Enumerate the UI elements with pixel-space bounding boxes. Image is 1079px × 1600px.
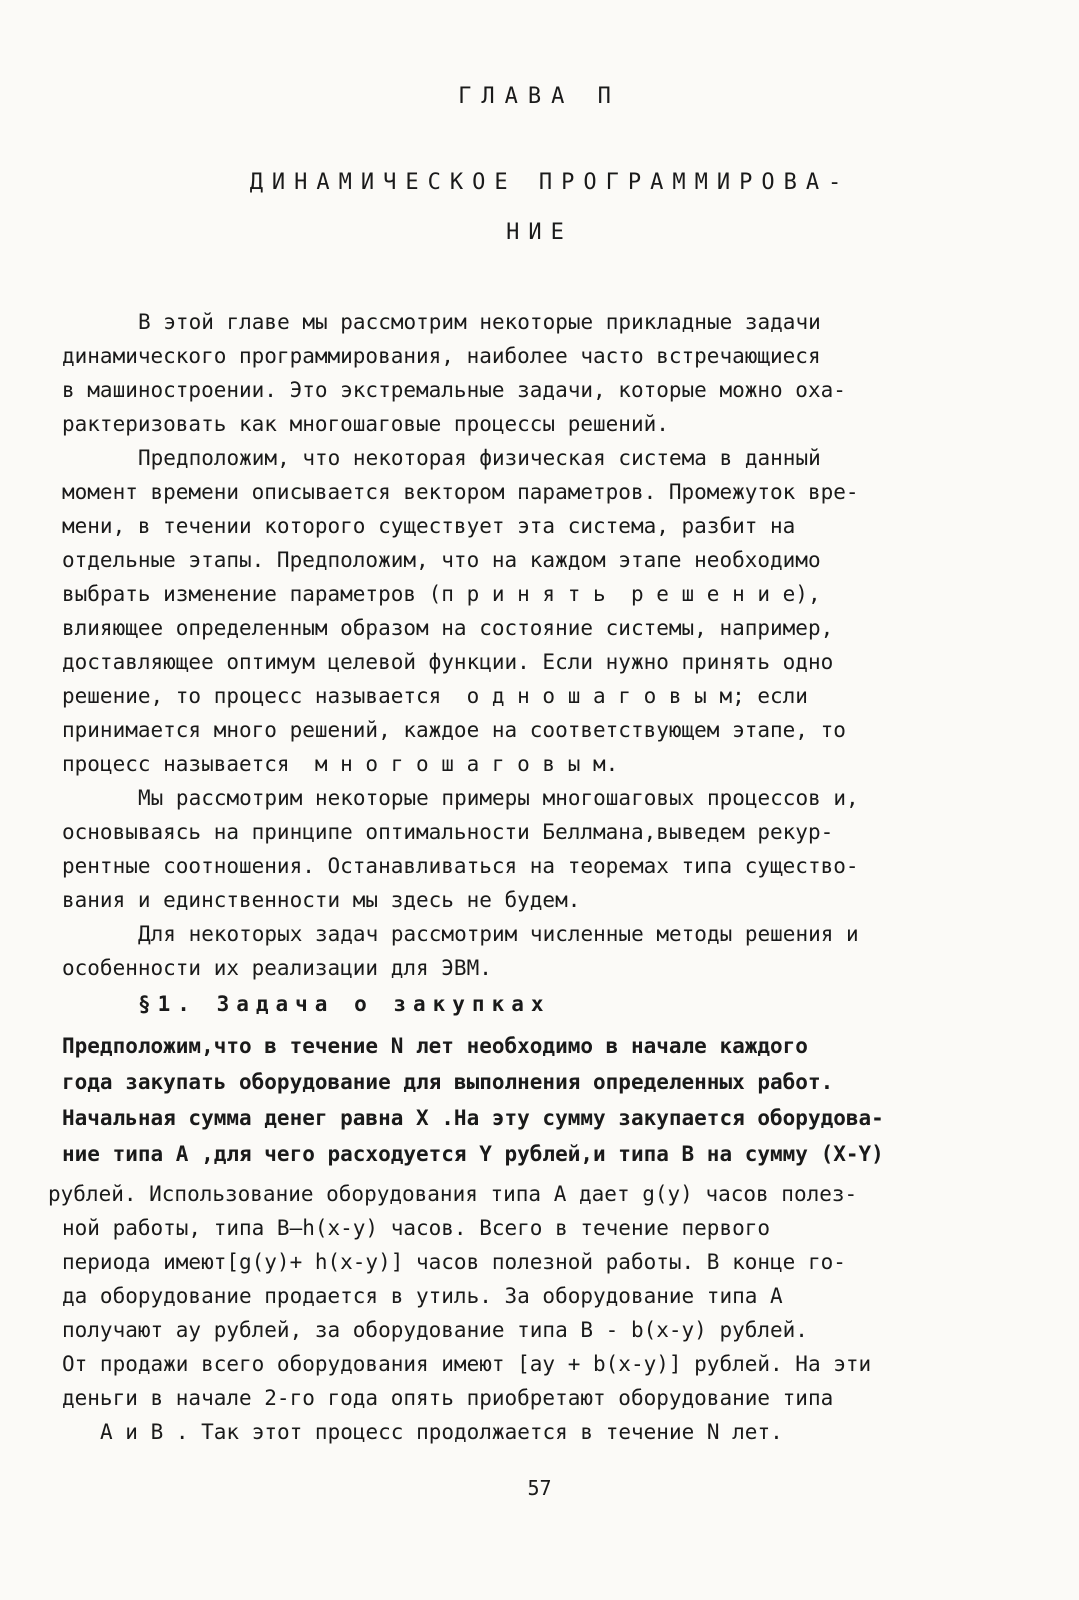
paragraph-line: основываясь на принципе оптимальности Беллмана,выведем рекур- bbox=[62, 820, 834, 844]
paragraph-line: рублей. Использование оборудования типа A дает g(y) часов полез- bbox=[48, 1182, 858, 1206]
paragraph-line: динамического программирования, наиболее часто встречающиеся bbox=[62, 344, 821, 368]
paragraph-line: решение, то процесс называется о д н о ш а г о в ы м; если bbox=[62, 684, 808, 708]
paragraph-line: ной работы, типа B—h(x-y) часов. Всего в течение первого bbox=[62, 1216, 771, 1240]
paragraph-line: В этой главе мы рассмотрим некоторые прикладные задачи bbox=[138, 310, 821, 334]
bold-paragraph-line: Предположим,что в течение N лет необходимо в начале каждого bbox=[62, 1034, 808, 1058]
bold-paragraph-line: года закупать оборудование для выполнения определенных работ. bbox=[62, 1070, 834, 1094]
paragraph-line: доставляющее оптимум целевой функции. Если нужно принять одно bbox=[62, 650, 834, 674]
paragraph-line: момент времени описывается вектором параметров. Промежуток вре- bbox=[62, 480, 859, 504]
paragraph-line: процесс называется м н о г о ш а г о в ы м. bbox=[62, 752, 619, 776]
paragraph-line: рентные соотношения. Останавливаться на теоремах типа существо- bbox=[62, 854, 859, 878]
paragraph-line: Мы рассмотрим некоторые примеры многошаговых процессов и, bbox=[138, 786, 859, 810]
section-heading: §1. Задача о закупках bbox=[138, 992, 551, 1016]
paragraph-line: периода имеют[g(y)+ h(x-y)] часов полезной работы. В конце го- bbox=[62, 1250, 846, 1274]
paragraph-line: выбрать изменение параметров (п р и н я т ь р е ш е н и е), bbox=[62, 582, 821, 606]
paragraph-line: получают ay рублей, за оборудование типа B - b(x-y) рублей. bbox=[62, 1318, 808, 1342]
paragraph-line: A и B . Так этот процесс продолжается в течение N лет. bbox=[100, 1420, 783, 1444]
paragraph-line: вания и единственности мы здесь не будем. bbox=[62, 888, 581, 912]
paragraph-line: в машиностроении. Это экстремальные задачи, которые можно оха- bbox=[62, 378, 846, 402]
paragraph-line: деньги в начале 2-го года опять приобретают оборудование типа bbox=[62, 1386, 834, 1410]
paragraph-line: От продажи всего оборудования имеют [ay + b(x-y)] рублей. На эти bbox=[62, 1352, 872, 1376]
paragraph-line: влияющее определенным образом на состояние системы, например, bbox=[62, 616, 834, 640]
page-number: 57 bbox=[527, 1476, 552, 1500]
paragraph-line: особенности их реализации для ЭВМ. bbox=[62, 956, 492, 980]
chapter-heading: ГЛАВА П bbox=[458, 84, 621, 109]
chapter-title-line-1: ДИНАМИЧЕСКОЕ ПРОГРАММИРОВА- bbox=[249, 170, 851, 195]
paragraph-line: отдельные этапы. Предположим, что на каждом этапе необходимо bbox=[62, 548, 821, 572]
paragraph-line: рактеризовать как многошаговые процессы решений. bbox=[62, 412, 669, 436]
chapter-title-line-2: НИЕ bbox=[506, 220, 573, 245]
paragraph-line: да оборудование продается в утиль. За оборудование типа A bbox=[62, 1284, 783, 1308]
bold-paragraph-line: Начальная сумма денег равна X .На эту сумму закупается оборудова- bbox=[62, 1106, 884, 1130]
paragraph-line: принимается много решений, каждое на соответствующем этапе, то bbox=[62, 718, 846, 742]
paragraph-line: мени, в течении которого существует эта система, разбит на bbox=[62, 514, 796, 538]
bold-paragraph-line: ние типа A ,для чего расходуется Y рублей,и типа B на сумму (X-Y) bbox=[62, 1142, 884, 1166]
paragraph-line: Для некоторых задач рассмотрим численные методы решения и bbox=[138, 922, 859, 946]
paragraph-line: Предположим, что некоторая физическая система в данный bbox=[138, 446, 821, 470]
